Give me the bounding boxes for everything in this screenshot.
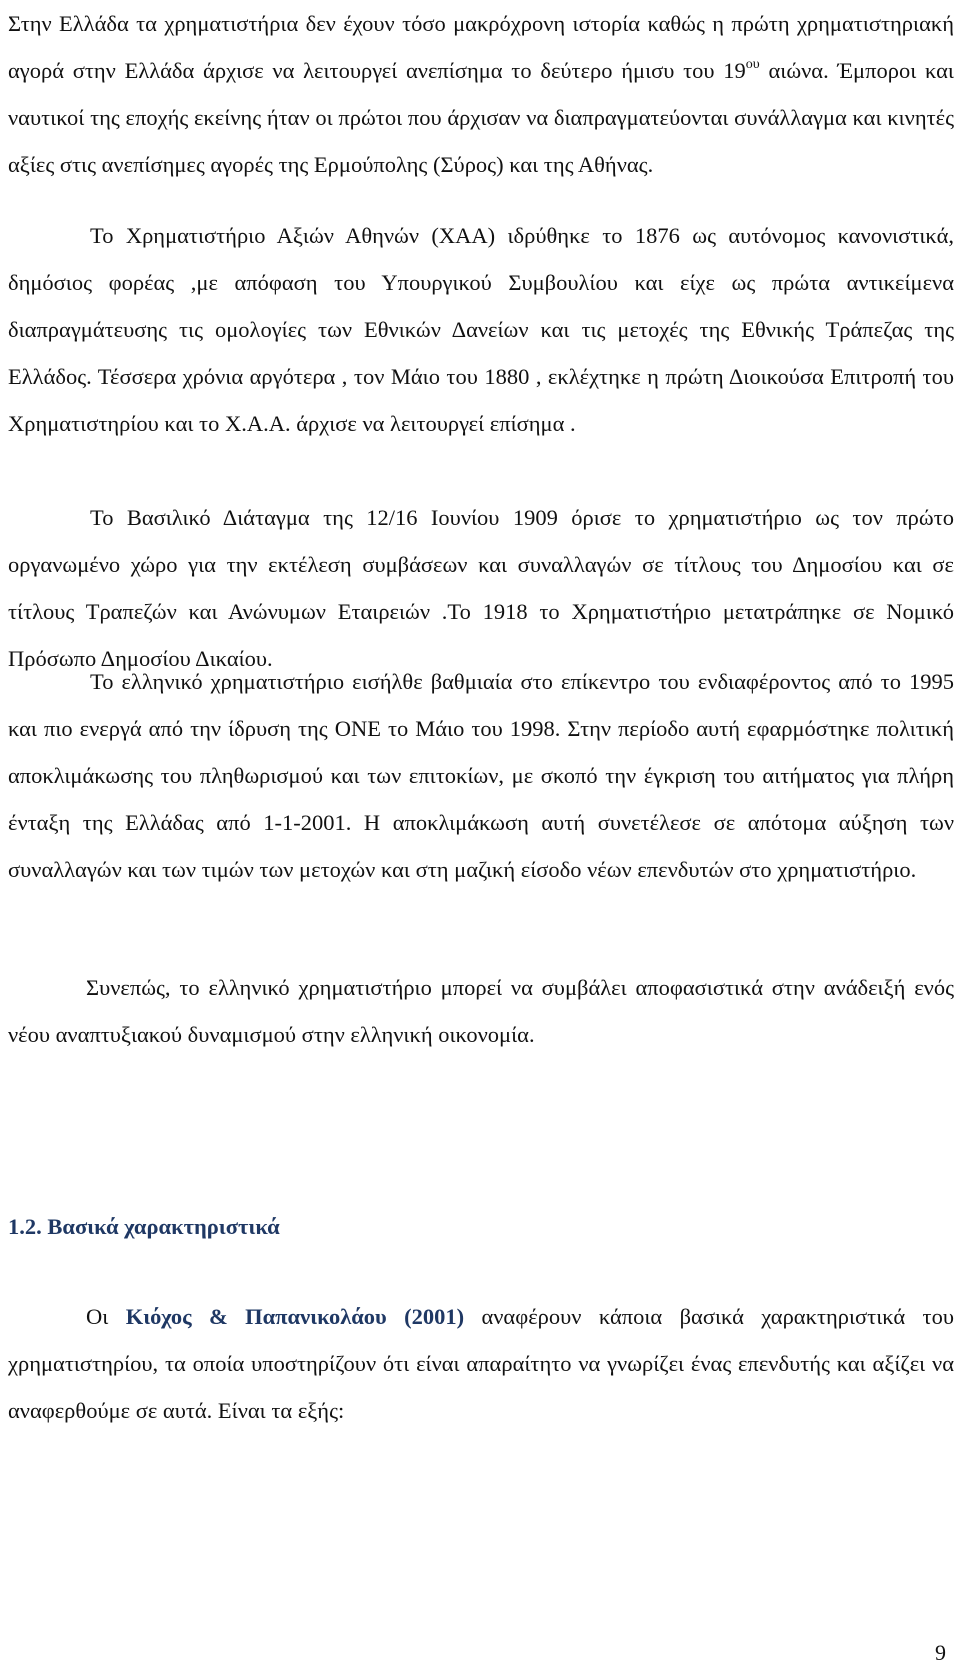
page-number: 9 [935, 1640, 946, 1665]
paragraph-history-greece [8, 0, 954, 188]
paragraph-emu-period: Το ελληνικό χρηματιστήριο εισήλθε βαθμιαία στο επίκεντρο του ενδιαφέροντος από το 1995 και πιο ενεργά από την ίδρυση της ΟΝΕ το Μάιο του 1998. Στην περίοδο αυτή εφαρμόστηκε πολιτική αποκλιμάκωσης του πληθωρισμού και των επιτοκίων, με σκοπό την έγκριση του αιτήματος για πλήρη ένταξη της Ελλάδας από 1-1-2001. Η αποκλιμάκωση αυτή συνετέλεσε σε απότομα αύξηση των συναλλαγών και των τιμών των μετοχών και στη μαζική είσοδο νέων επενδυτών στο χρηματιστήριο. [8, 669, 954, 882]
section-heading: 1.2. Βασικά χαρακτηριστικά [8, 1214, 280, 1239]
citation-authors: Κιόχος & Παπανικολάου (2001) [125, 1304, 465, 1329]
paragraph-1-text-start: Στην Ελλάδα τα χρηματιστήρια δεν έχουν τόσο μακρόχρονη ιστορία καθώς η πρώτη χρηματιστηριακή αγορά στην Ελλάδα άρχισε να λειτουργεί ανεπίσημα το δεύτερο ήμισυ του 19 [8, 11, 954, 83]
citation-lead: Οι [86, 1304, 126, 1329]
paragraph-conclusion: Συνεπώς, το ελληνικό χρηματιστήριο μπορεί να συμβάλει αποφασιστικά στην ανάδειξή ενός νέου αναπτυξιακού δυναμισμού στην ελληνική οικονομία. [8, 975, 954, 1047]
superscript-ou: ου [745, 57, 760, 72]
paragraph-basic-characteristics [8, 1293, 954, 1434]
paragraph-xaa-founding: Το Χρηματιστήριο Αξιών Αθηνών (ΧΑΑ) ιδρύθηκε το 1876 ως αυτόνομος κανονιστικά, δημόσιος φορέας ,με απόφαση του Υπουργικού Συμβουλίου και είχε ως πρώτα αντικείμενα διαπραγμάτευσης τις ομολογίες των Εθνικών Δανείων και τις μετοχές της Εθνικής Τράπεζας της Ελλάδος. Τέσσερα χρόνια αργότερα , τον Μάιο του 1880 , εκλέχτηκε η πρώτη Διοικούσα Επιτροπή του Χρηματιστηρίου και το Χ.Α.Α. άρχισε να λειτουργεί επίσημα . [8, 223, 954, 436]
citation-rest: αναφέρουν κάποια βασικά χαρακτηριστικά του χρηματιστηρίου, τα οποία υποστηρίζουν ότι είναι απαραίτητο να γνωρίζει ένας επενδυτής και αξίζει να αναφερθούμε σε αυτά. Είναι τα εξής: [8, 1304, 954, 1423]
paragraph-royal-decree: Το Βασιλικό Διάταγμα της 12/16 Ιουνίου 1909 όρισε το χρηματιστήριο ως τον πρώτο οργανωμένο χώρο για την εκτέλεση συμβάσεων και συναλλαγών σε τίτλους του Δημοσίου και σε τίτλους Τραπεζών και Ανώνυμων Εταιρειών .Το 1918 το Χρηματιστήριο μετατράπηκε σε Νομικό Πρόσωπο Δημοσίου Δικαίου. [8, 505, 954, 671]
paragraph-1-text-end: αιώνα. Έμποροι και ναυτικοί της εποχής εκείνης ήταν οι πρώτοι που άρχισαν να διαπραγματεύονται συνάλλαγμα και κινητές αξίες στις ανεπίσημες αγορές της Ερμούπολης (Σύρος) και της Αθήνας. [8, 58, 954, 177]
